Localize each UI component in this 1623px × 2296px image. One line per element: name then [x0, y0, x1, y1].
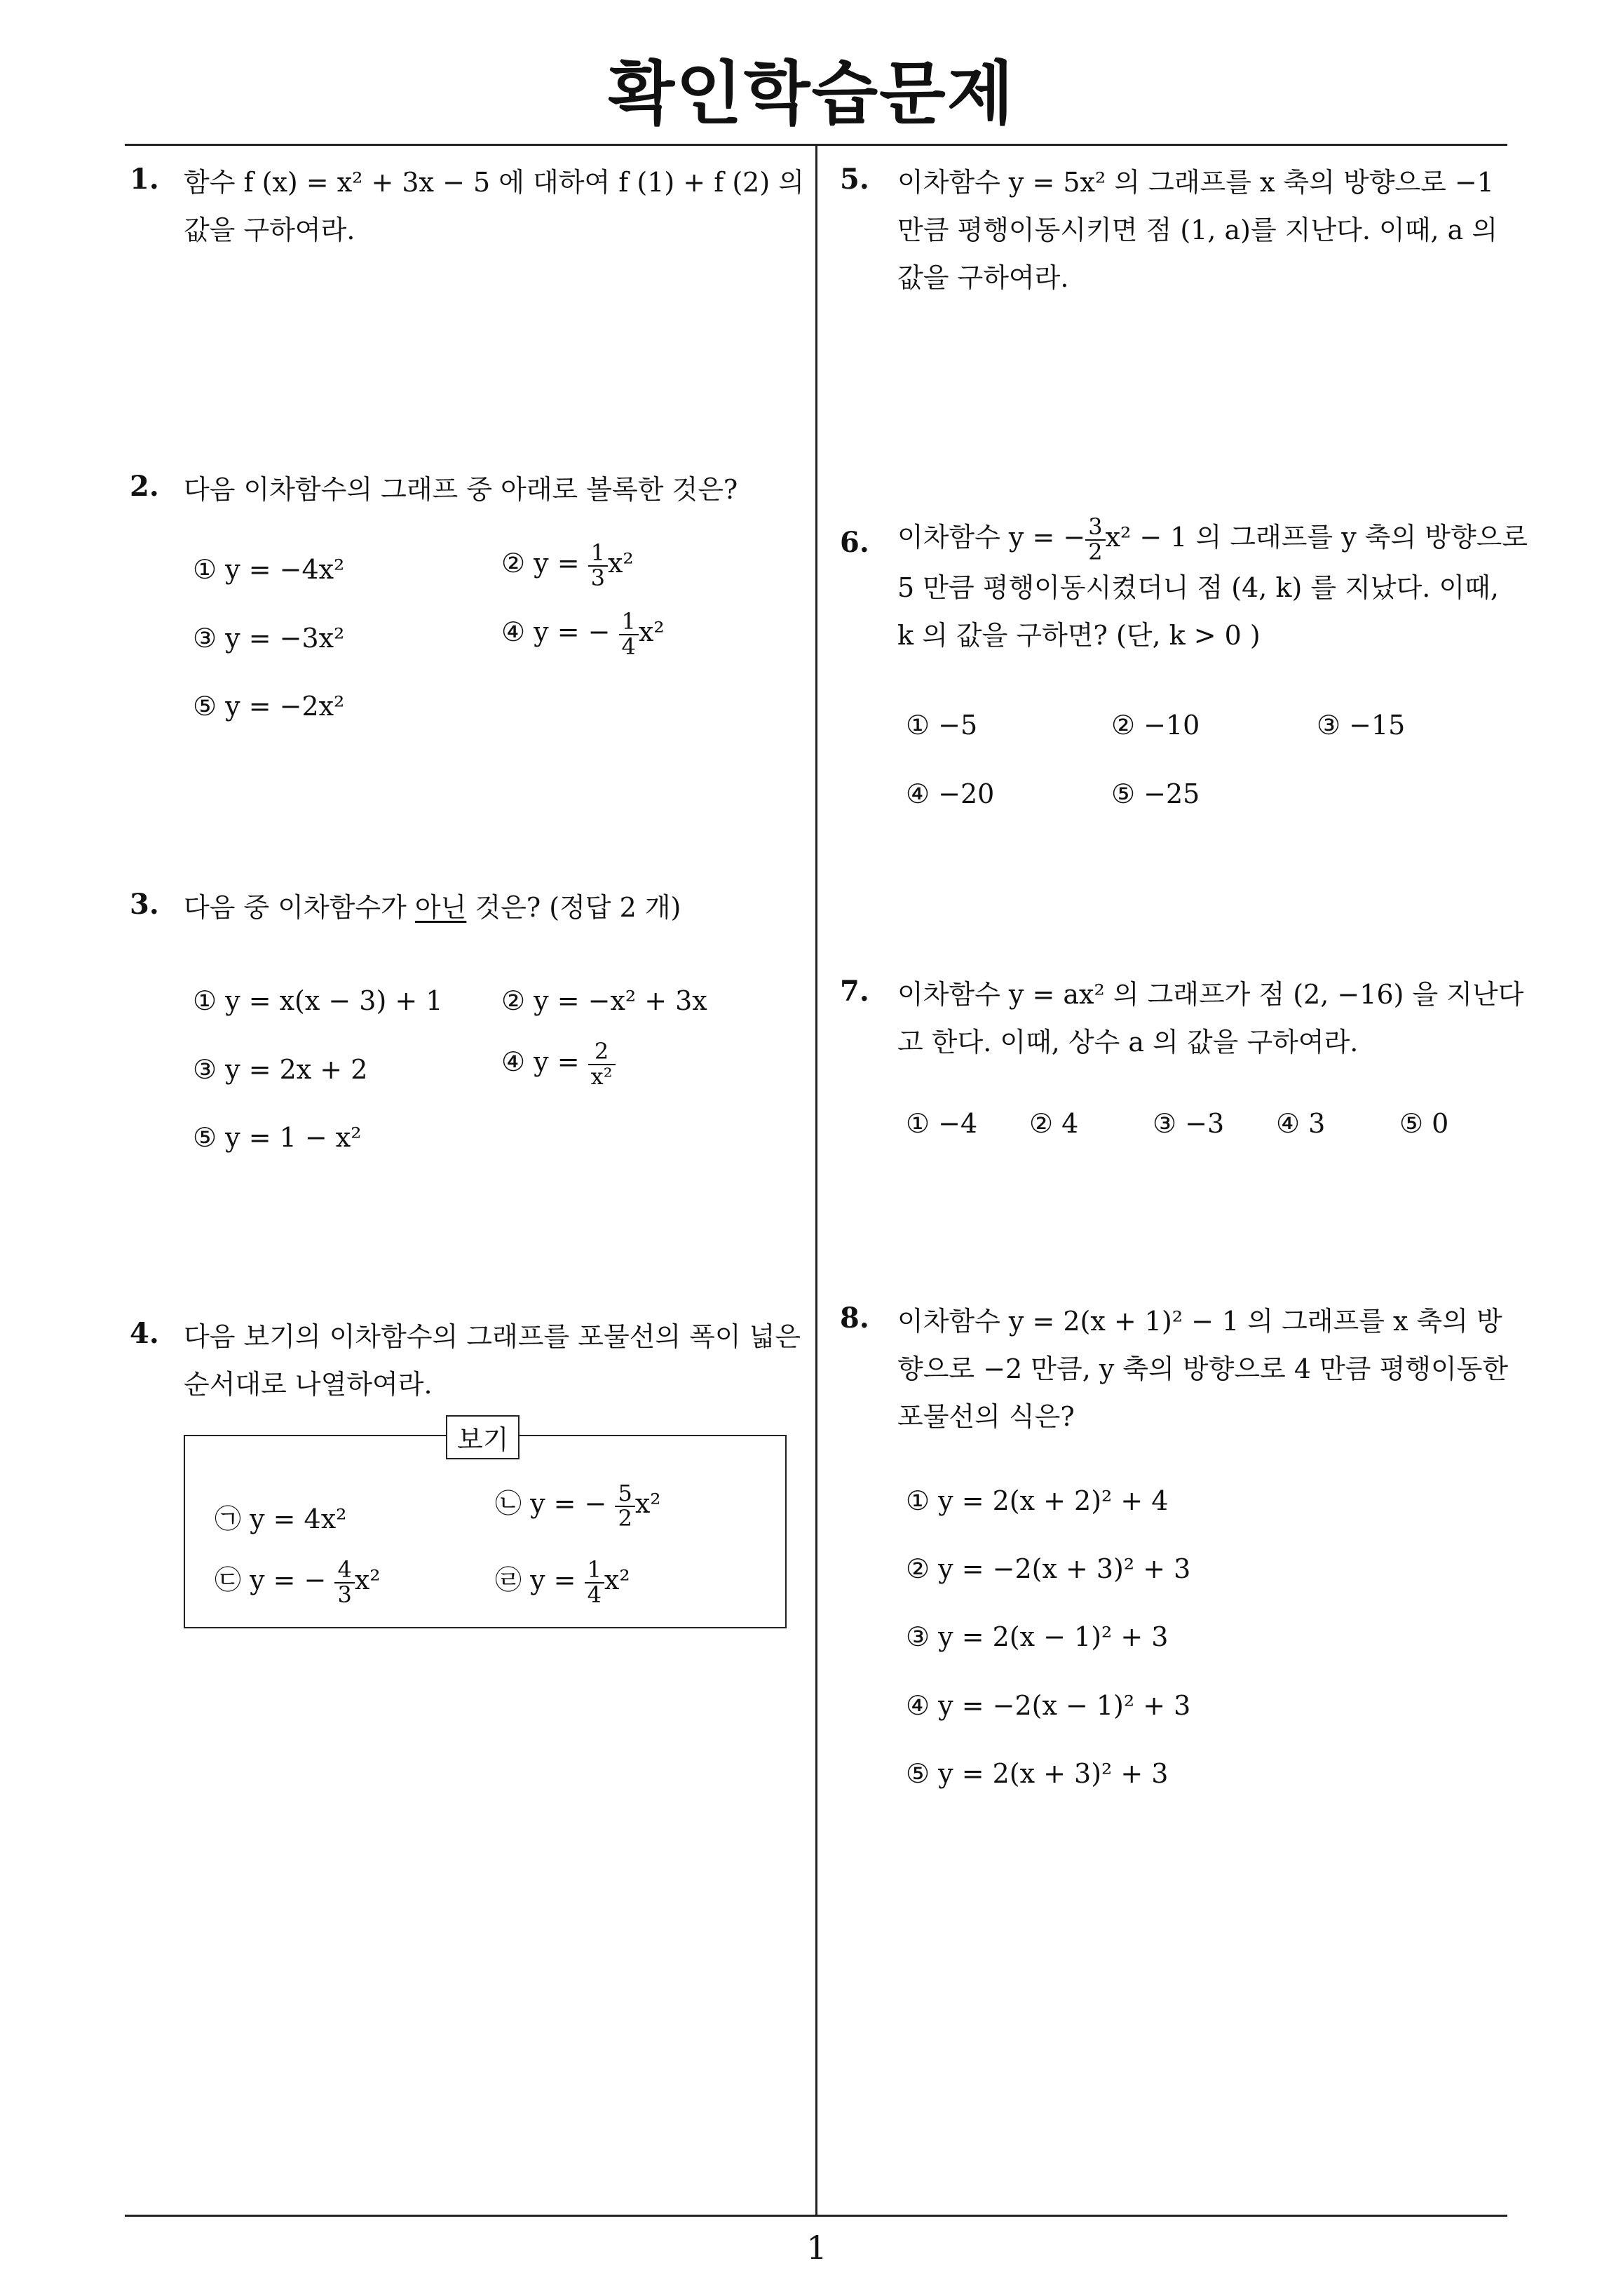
option-4[interactable] — [501, 1040, 616, 1088]
question-line: 이차함수 y = 5x² 의 그래프를 x 축의 방향으로 −1 — [897, 167, 1494, 198]
question-number: 5. — [840, 163, 869, 196]
question-line: 만큼 평행이동시키면 점 (1, a)를 지난다. 이때, a 의 — [897, 215, 1498, 245]
question-number: 6. — [840, 526, 869, 559]
option-4[interactable]: ④ −20 — [906, 778, 995, 809]
option-label: ④ y = — [501, 1046, 580, 1078]
question-line: 함수 f (x) = x² + 3x − 5 에 대하여 f (1) + f (2) 의 — [184, 167, 804, 198]
page-number: 1 — [806, 2229, 827, 2267]
fraction: $\frac{1}{4}$ — [619, 610, 639, 659]
column-divider — [815, 145, 817, 2216]
question-text: 다음 이차함수의 그래프 중 아래로 볼록한 것은? — [184, 474, 738, 505]
option-3[interactable]: ③ −3 — [1153, 1108, 1225, 1139]
question-line: 5 만큼 평행이동시켰더니 점 (4, k) 를 지났다. 이때, — [897, 572, 1499, 604]
example-item-2: ㉡ y = − $\frac{5}{2}$ x² — [495, 1480, 661, 1532]
question-line: 이차함수 y = − $\frac{3}{2}$ x² − 1 의 그래프를 y 축의 방향으로 — [897, 513, 1528, 565]
option-2[interactable]: ② 4 — [1029, 1108, 1079, 1139]
example-box-label: 보기 — [446, 1415, 520, 1459]
option-1[interactable]: ① −5 — [906, 710, 978, 741]
bottom-rule — [125, 2215, 1507, 2217]
fraction: $\frac{1}{4}$ — [585, 1558, 604, 1607]
example-item-3: ㉢ y = − $\frac{4}{3}$ x² — [215, 1556, 381, 1608]
option-1[interactable]: ① y = 2(x + 2)² + 4 — [906, 1485, 1169, 1516]
question-text: 다음 중 이차함수가 아닌 것은? (정답 2 개) — [184, 892, 681, 923]
fraction: $\frac{2}{\text{x²}}$ — [588, 1040, 616, 1088]
option-4[interactable]: ④ y = − $\frac{1}{4}$ x² — [501, 608, 665, 660]
question-line: 순서대로 나열하여라. — [184, 1369, 433, 1400]
option-2[interactable]: ② −10 — [1111, 710, 1200, 741]
question-number: 1. — [130, 163, 159, 196]
emphasis-underline: 아닌 — [414, 892, 467, 923]
option-2[interactable]: ② y = −2(x + 3)² + 3 — [906, 1553, 1191, 1584]
option-3[interactable]: ③ y = 2x + 2 — [193, 1054, 368, 1085]
fraction: $\frac{5}{2}$ — [615, 1482, 634, 1530]
question-number: 2. — [130, 470, 159, 503]
question-line: 포물선의 식은? — [897, 1401, 1075, 1432]
option-3[interactable]: ③ y = 2(x − 1)² + 3 — [906, 1621, 1169, 1652]
question-line: 향으로 −2 만큼, y 축의 방향으로 4 만큼 평행이동한 — [897, 1353, 1509, 1384]
question-number: 3. — [130, 888, 159, 921]
question-number: 4. — [130, 1317, 159, 1350]
option-1[interactable]: ① y = −4x² — [193, 554, 345, 585]
question-line: 이차함수 y = ax² 의 그래프가 점 (2, −16) 을 지난다 — [897, 979, 1524, 1010]
example-item-4: ㉣ y = $\frac{1}{4}$ x² — [495, 1556, 630, 1608]
option-1[interactable]: ① −4 — [906, 1108, 978, 1139]
example-item-1: ㉠ y = 4x² — [215, 1504, 347, 1534]
option-2[interactable]: ② y = −x² + 3x — [501, 985, 707, 1016]
question-line: 고 한다. 이때, 상수 a 의 값을 구하여라. — [897, 1027, 1359, 1058]
question-number: 8. — [840, 1302, 869, 1335]
option-2[interactable]: ② y = $\frac{1}{3}$ x² — [501, 539, 634, 591]
fraction: $\frac{4}{3}$ — [334, 1558, 354, 1607]
option-3[interactable]: ③ −15 — [1317, 710, 1406, 741]
option-1[interactable]: ① y = x(x − 3) + 1 — [193, 985, 443, 1016]
option-5[interactable]: ⑤ y = −2x² — [193, 691, 345, 722]
fraction: $\frac{3}{2}$ — [1085, 515, 1105, 564]
option-5[interactable]: ⑤ 0 — [1399, 1108, 1449, 1139]
question-text — [184, 1313, 801, 1408]
question-text — [897, 513, 1528, 659]
option-label: ④ y = − — [501, 616, 611, 648]
option-5[interactable]: ⑤ y = 1 − x² — [193, 1122, 362, 1153]
option-3[interactable]: ③ y = −3x² — [193, 623, 345, 654]
option-4[interactable]: ④ 3 — [1276, 1108, 1326, 1139]
question-text — [897, 158, 1498, 302]
question-text — [897, 1297, 1508, 1440]
question-number: 7. — [840, 975, 869, 1008]
option-4[interactable]: ④ y = −2(x − 1)² + 3 — [906, 1690, 1191, 1721]
question-line: 값을 구하여라. — [184, 215, 355, 245]
option-label: ② y = — [501, 548, 580, 579]
question-line: 다음 보기의 이차함수의 그래프를 포물선의 폭이 넓은 — [184, 1321, 801, 1352]
page-title: 확인학습문제 — [608, 54, 1015, 134]
fraction: $\frac{1}{3}$ — [588, 541, 608, 590]
question-line: 값을 구하여라. — [897, 262, 1069, 293]
option-5[interactable]: ⑤ y = 2(x + 3)² + 3 — [906, 1758, 1169, 1789]
question-text — [897, 971, 1523, 1066]
option-5[interactable]: ⑤ −25 — [1111, 778, 1200, 809]
question-line: 이차함수 y = 2(x + 1)² − 1 의 그래프를 x 축의 방 — [897, 1306, 1502, 1337]
question-text — [184, 158, 804, 254]
question-line: k 의 값을 구하면? (단, k > 0 ) — [897, 620, 1261, 651]
